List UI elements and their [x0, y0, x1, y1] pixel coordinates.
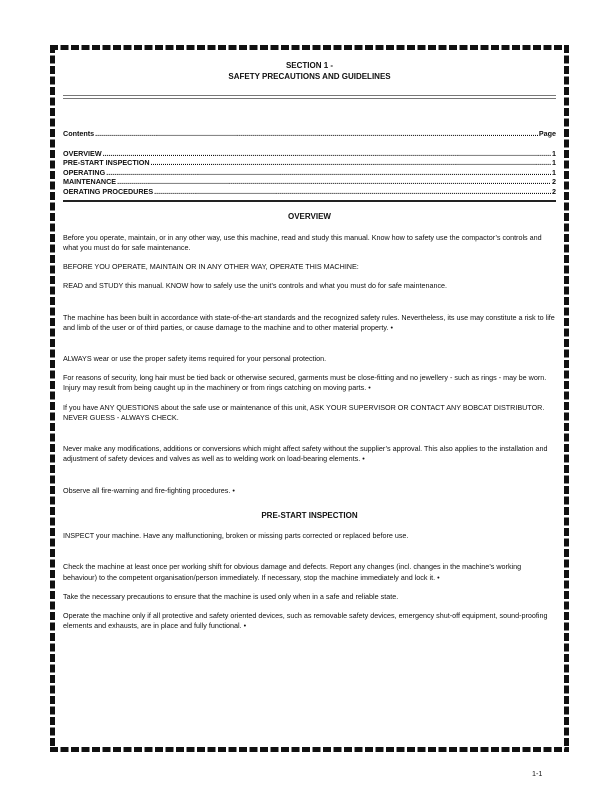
section-name: SAFETY PRECAUTIONS AND GUIDELINES	[228, 71, 391, 81]
toc-item-maintenance[interactable]: MAINTENANCE ..... 2	[63, 177, 556, 187]
border-left	[50, 45, 55, 752]
overview-paragraph: For reasons of security, long hair must be tied back or otherwise secured, garments must be close-fitting and no jewellery - such as rings - may be worn. Injury may result from being caught up in the machinery or from rings catching on moving parts. •	[63, 373, 547, 393]
overview-paragraph: ALWAYS wear or use the proper safety items required for your personal protection.	[63, 353, 327, 363]
overview-paragraph: The machine has been built in accordance with state-of-the-art standards and the recognized safety rules. Nevertheless, its use may constitute a risk to life and limb of the user or of third parties, or cause damage to the machine and to other material property. •	[63, 312, 555, 332]
section-number: SECTION 1 -	[285, 61, 334, 70]
contents-label: Contents	[63, 128, 95, 138]
overview-paragraph: Never make any modifications, additions or conversions which might affect safety without the supplier’s approval. This also applies to the installation and adjustment of safety devices and valves as well as to welding work on load-bearing elements. •	[63, 444, 548, 464]
overview-paragraph: Before you operate, maintain, or in any other way, use this machine, read and study this manual. Know how to safety use the compactor’s controls and what you must do for safe maintenance.	[63, 232, 542, 252]
contents-rule	[63, 200, 556, 202]
overview-paragraph: READ and STUDY this manual. KNOW how to safely use the unit’s controls and what you must do for safe maintenance.	[63, 281, 448, 291]
toc-item-operating-procedures[interactable]: OERATING PROCEDURES ..... 2	[63, 187, 556, 197]
table-of-contents	[63, 149, 556, 197]
toc-item-operating[interactable]: OPERATING ..... 1	[63, 168, 556, 178]
page-number: 1-1	[532, 769, 543, 778]
section-title	[63, 61, 556, 83]
toc-item-pre-start-inspection[interactable]: PRE-START INSPECTION ..... 1	[63, 158, 556, 168]
border-right	[564, 45, 569, 752]
toc-item-overview[interactable]: OVERVIEW ..... 1	[63, 149, 556, 159]
border-top	[50, 45, 569, 50]
prestart-heading: PRE-START INSPECTION	[261, 510, 358, 520]
overview-paragraph: BEFORE YOU OPERATE, MAINTAIN OR IN ANY OTHER WAY, OPERATE THIS MACHINE:	[63, 262, 359, 272]
prestart-paragraph: Check the machine at least once per working shift for obvious damage and defects. Report any changes (incl. changes in the machine’s working behaviour) to the competent organisation/person immediately. If necessary, stop the machine immediately and lock it. •	[63, 562, 522, 582]
overview-paragraph: Observe all fire-warning and fire-fighting procedures. •	[63, 485, 235, 495]
border-bottom	[50, 747, 569, 752]
prestart-paragraph: Operate the machine only if all protective and safety oriented devices, such as removable safety devices, emergency shut-off equipment, sound-proofing elements and exhausts, are in place and fully functional. •	[63, 610, 548, 631]
prestart-paragraph: INSPECT your machine. Have any malfunctioning, broken or missing parts corrected or replaced before use.	[63, 531, 409, 541]
page-content	[63, 60, 556, 640]
overview-heading: OVERVIEW	[288, 212, 331, 222]
overview-paragraph: If you have ANY QUESTIONS about the safe use or maintenance of this unit, ASK YOUR SUPERVISOR OR CONTACT ANY BOBCAT DISTRIBUTOR. NEVER GUESS - ALWAYS CHECK.	[63, 402, 545, 422]
title-rule	[63, 95, 556, 99]
contents-header	[63, 129, 556, 139]
prestart-paragraph: Take the necessary precautions to ensure that the machine is used only when in a safe and reliable state.	[63, 591, 399, 601]
contents-page-label: Page	[538, 128, 556, 138]
